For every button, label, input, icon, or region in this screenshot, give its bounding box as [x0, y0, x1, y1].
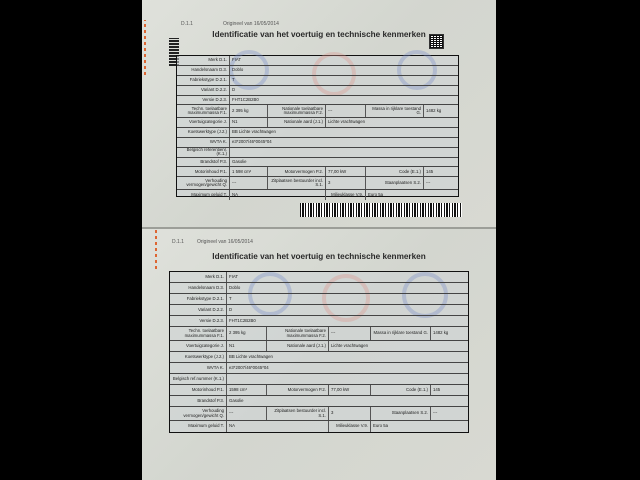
- field-value: Gasolie: [229, 158, 458, 167]
- field-value: 3: [325, 177, 365, 189]
- vehicle-data-table: [169, 271, 469, 433]
- field-value: [226, 374, 468, 384]
- field-value: Euro 5a: [370, 421, 468, 432]
- field-value: 1482 kg: [430, 327, 468, 340]
- field-value: NA: [229, 190, 325, 200]
- row-fabriekstype: [177, 76, 458, 86]
- field-value: FIAT: [226, 272, 468, 282]
- field-value: Doblo: [226, 283, 468, 293]
- row-handelsnaam: [177, 66, 458, 76]
- field-value: ---: [226, 407, 266, 420]
- field-value: FIAT: [229, 56, 458, 65]
- field-label: Voertuigcategorie J.: [189, 119, 227, 125]
- field-label: WVTA K.: [209, 138, 227, 144]
- field-value: Gasolie: [226, 396, 468, 406]
- original-date: Origineel van 16/05/2014: [197, 239, 253, 245]
- field-label: Merk D.1.: [205, 273, 224, 279]
- field-label: Massa in rijklare toestand G.: [370, 327, 430, 340]
- field-value: NA: [226, 421, 328, 432]
- field-label: Handelsnaam D.3.: [188, 284, 224, 290]
- field-label: Brandstof P.3.: [197, 397, 224, 403]
- field-label: Maximum geluid T.: [191, 191, 227, 197]
- row-fabriekstype: [170, 294, 468, 305]
- field-label: Nationale aard (J.1.): [266, 341, 328, 351]
- field-label: Verhouding vermogen/gewicht Q.: [183, 408, 224, 418]
- field-label: Zitplaatsen bestuurder incl. S.1.: [267, 177, 325, 189]
- row-merk: [170, 272, 468, 283]
- row-merk: [177, 56, 458, 66]
- original-date: Origineel van 16/05/2014: [223, 21, 279, 27]
- field-value: 3: [328, 407, 370, 420]
- field-value: FHT1C2B2B0: [226, 316, 468, 326]
- field-label: Belgisch ref.nummer (K.1.): [172, 375, 224, 381]
- field-label: Versie D.2.3.: [202, 96, 227, 102]
- row-categorie: [170, 341, 468, 352]
- field-label: Brandstof P.3.: [200, 158, 227, 164]
- field-value: ---: [430, 407, 468, 420]
- row-categorie: [177, 118, 458, 128]
- field-label: Motorvermogen P.2.: [266, 385, 328, 395]
- field-label: Techn. toelaatbare maximummassa F.1.: [187, 105, 227, 116]
- row-variant: [177, 86, 458, 96]
- row-versie: [177, 96, 458, 106]
- field-label: WVTA K.: [206, 364, 224, 370]
- qr-code: [429, 34, 444, 49]
- field-label: Versie D.2.3.: [199, 317, 224, 323]
- field-value: BB Lichte vrachtwagen: [229, 128, 458, 137]
- field-value: ---: [328, 327, 370, 340]
- field-value: ---: [423, 177, 458, 189]
- registration-sheet-1: [142, 0, 496, 227]
- barcode: [300, 203, 462, 217]
- row-versie: [170, 316, 468, 327]
- field-value: 145: [430, 385, 468, 395]
- row-koetswerk: [170, 352, 468, 363]
- field-value: 145: [423, 167, 458, 176]
- field-label: Koetswerktype (J.2.): [187, 129, 227, 135]
- row-wvta: [177, 138, 458, 148]
- field-value: Lichte vrachtwagen: [328, 341, 468, 351]
- field-value: ---: [229, 177, 267, 189]
- field-value: [229, 148, 458, 157]
- header-code: D.1.1: [181, 21, 193, 27]
- field-value: 77,00 kW: [328, 385, 370, 395]
- field-value: 1 598 cm³: [229, 167, 267, 176]
- field-label: Motorinhoud P.1.: [191, 386, 224, 392]
- row-geluid: [170, 421, 468, 432]
- field-label: Handelsnaam D.3.: [191, 67, 227, 73]
- field-label: Variant D.2.2.: [198, 306, 224, 312]
- field-label: Staanplaatsen S.2.: [365, 177, 423, 189]
- field-label: Techn. toelaatbare maximummassa F.1.: [184, 328, 224, 338]
- row-brandstof: [177, 158, 458, 168]
- field-value: ---: [325, 105, 365, 117]
- field-value: 1598 cm³: [226, 385, 266, 395]
- field-value: 2 395 kg: [226, 327, 266, 340]
- page-title: Identificatie van het voertuig en technische kenmerken: [212, 252, 426, 261]
- field-label: Variant D.2.2.: [201, 86, 227, 92]
- field-label: Milieuklasse V.9.: [328, 421, 370, 432]
- row-geluid: [177, 190, 458, 200]
- field-value: FHT1C2B2B0: [229, 96, 458, 105]
- row-motor: [170, 385, 468, 396]
- field-value: T: [229, 76, 458, 85]
- field-value: Doblo: [229, 66, 458, 75]
- field-value: 2 395 kg: [229, 105, 267, 117]
- field-value: T: [226, 294, 468, 304]
- row-belgisch: [177, 148, 458, 158]
- field-value: e3*2007/46*0045*04: [226, 363, 468, 373]
- row-brandstof: [170, 396, 468, 407]
- field-value: Lichte vrachtwagen: [325, 118, 458, 127]
- field-label: Staanplaatsen S.2.: [370, 407, 430, 420]
- row-motor: [177, 167, 458, 177]
- row-variant: [170, 305, 468, 316]
- field-value: e3*2007/46*0045*04: [229, 138, 458, 147]
- field-label: Motorinhoud P.1.: [194, 168, 227, 174]
- field-label: Merk D.1.: [208, 57, 227, 63]
- row-massa: [170, 327, 468, 341]
- row-koetswerk: [177, 128, 458, 138]
- field-label: Nationale toelaatbare maximummassa F.2.: [267, 105, 325, 117]
- field-label: Milieuklasse V.9.: [325, 190, 365, 200]
- field-label: Fabriekstype D.2.1.: [186, 295, 224, 301]
- red-security-marks: [155, 229, 157, 269]
- field-label: Nationale toelaatbare maximummassa F.2.: [266, 327, 328, 340]
- page-title: Identificatie van het voertuig en technische kenmerken: [212, 30, 426, 39]
- row-massa: [177, 105, 458, 118]
- field-label: Zitplaatsen bestuurder incl. S.1.: [266, 407, 328, 420]
- field-value: BB Lichte vrachtwagen: [226, 352, 468, 362]
- header-code: D.1.1: [172, 239, 184, 245]
- field-label: Maximum geluid T.: [188, 423, 224, 429]
- vehicle-data-table: [176, 55, 459, 197]
- field-label: Voertuigcategorie J.: [186, 342, 224, 348]
- field-label: Fabriekstype D.2.1.: [189, 76, 227, 82]
- row-verhouding: [177, 177, 458, 190]
- field-label: Nationale aard (J.1.): [267, 118, 325, 127]
- field-label: Code (E.1.): [370, 385, 430, 395]
- row-verhouding: [170, 407, 468, 421]
- red-security-marks: [144, 20, 146, 75]
- field-value: N1: [229, 118, 267, 127]
- field-label: Koetswerktype (J.2.): [184, 353, 224, 359]
- row-handelsnaam: [170, 283, 468, 294]
- row-belgisch: [170, 374, 468, 385]
- field-label: Verhouding vermogen/gewicht Q.: [186, 177, 227, 188]
- field-value: N1: [226, 341, 266, 351]
- registration-sheet-2: [142, 229, 496, 480]
- field-label: Massa in rijklare toestand G.: [365, 105, 423, 117]
- field-value: D: [229, 86, 458, 95]
- field-value: 77,00 kW: [325, 167, 365, 176]
- field-value: 1482 kg: [423, 105, 458, 117]
- field-value: Euro 5a: [365, 190, 458, 200]
- row-wvta: [170, 363, 468, 374]
- field-label: Code (E.1.): [365, 167, 423, 176]
- field-label: Belgisch referentienr. (K.1.): [186, 147, 227, 157]
- field-value: D: [226, 305, 468, 315]
- field-label: Motorvermogen P.2.: [267, 167, 325, 176]
